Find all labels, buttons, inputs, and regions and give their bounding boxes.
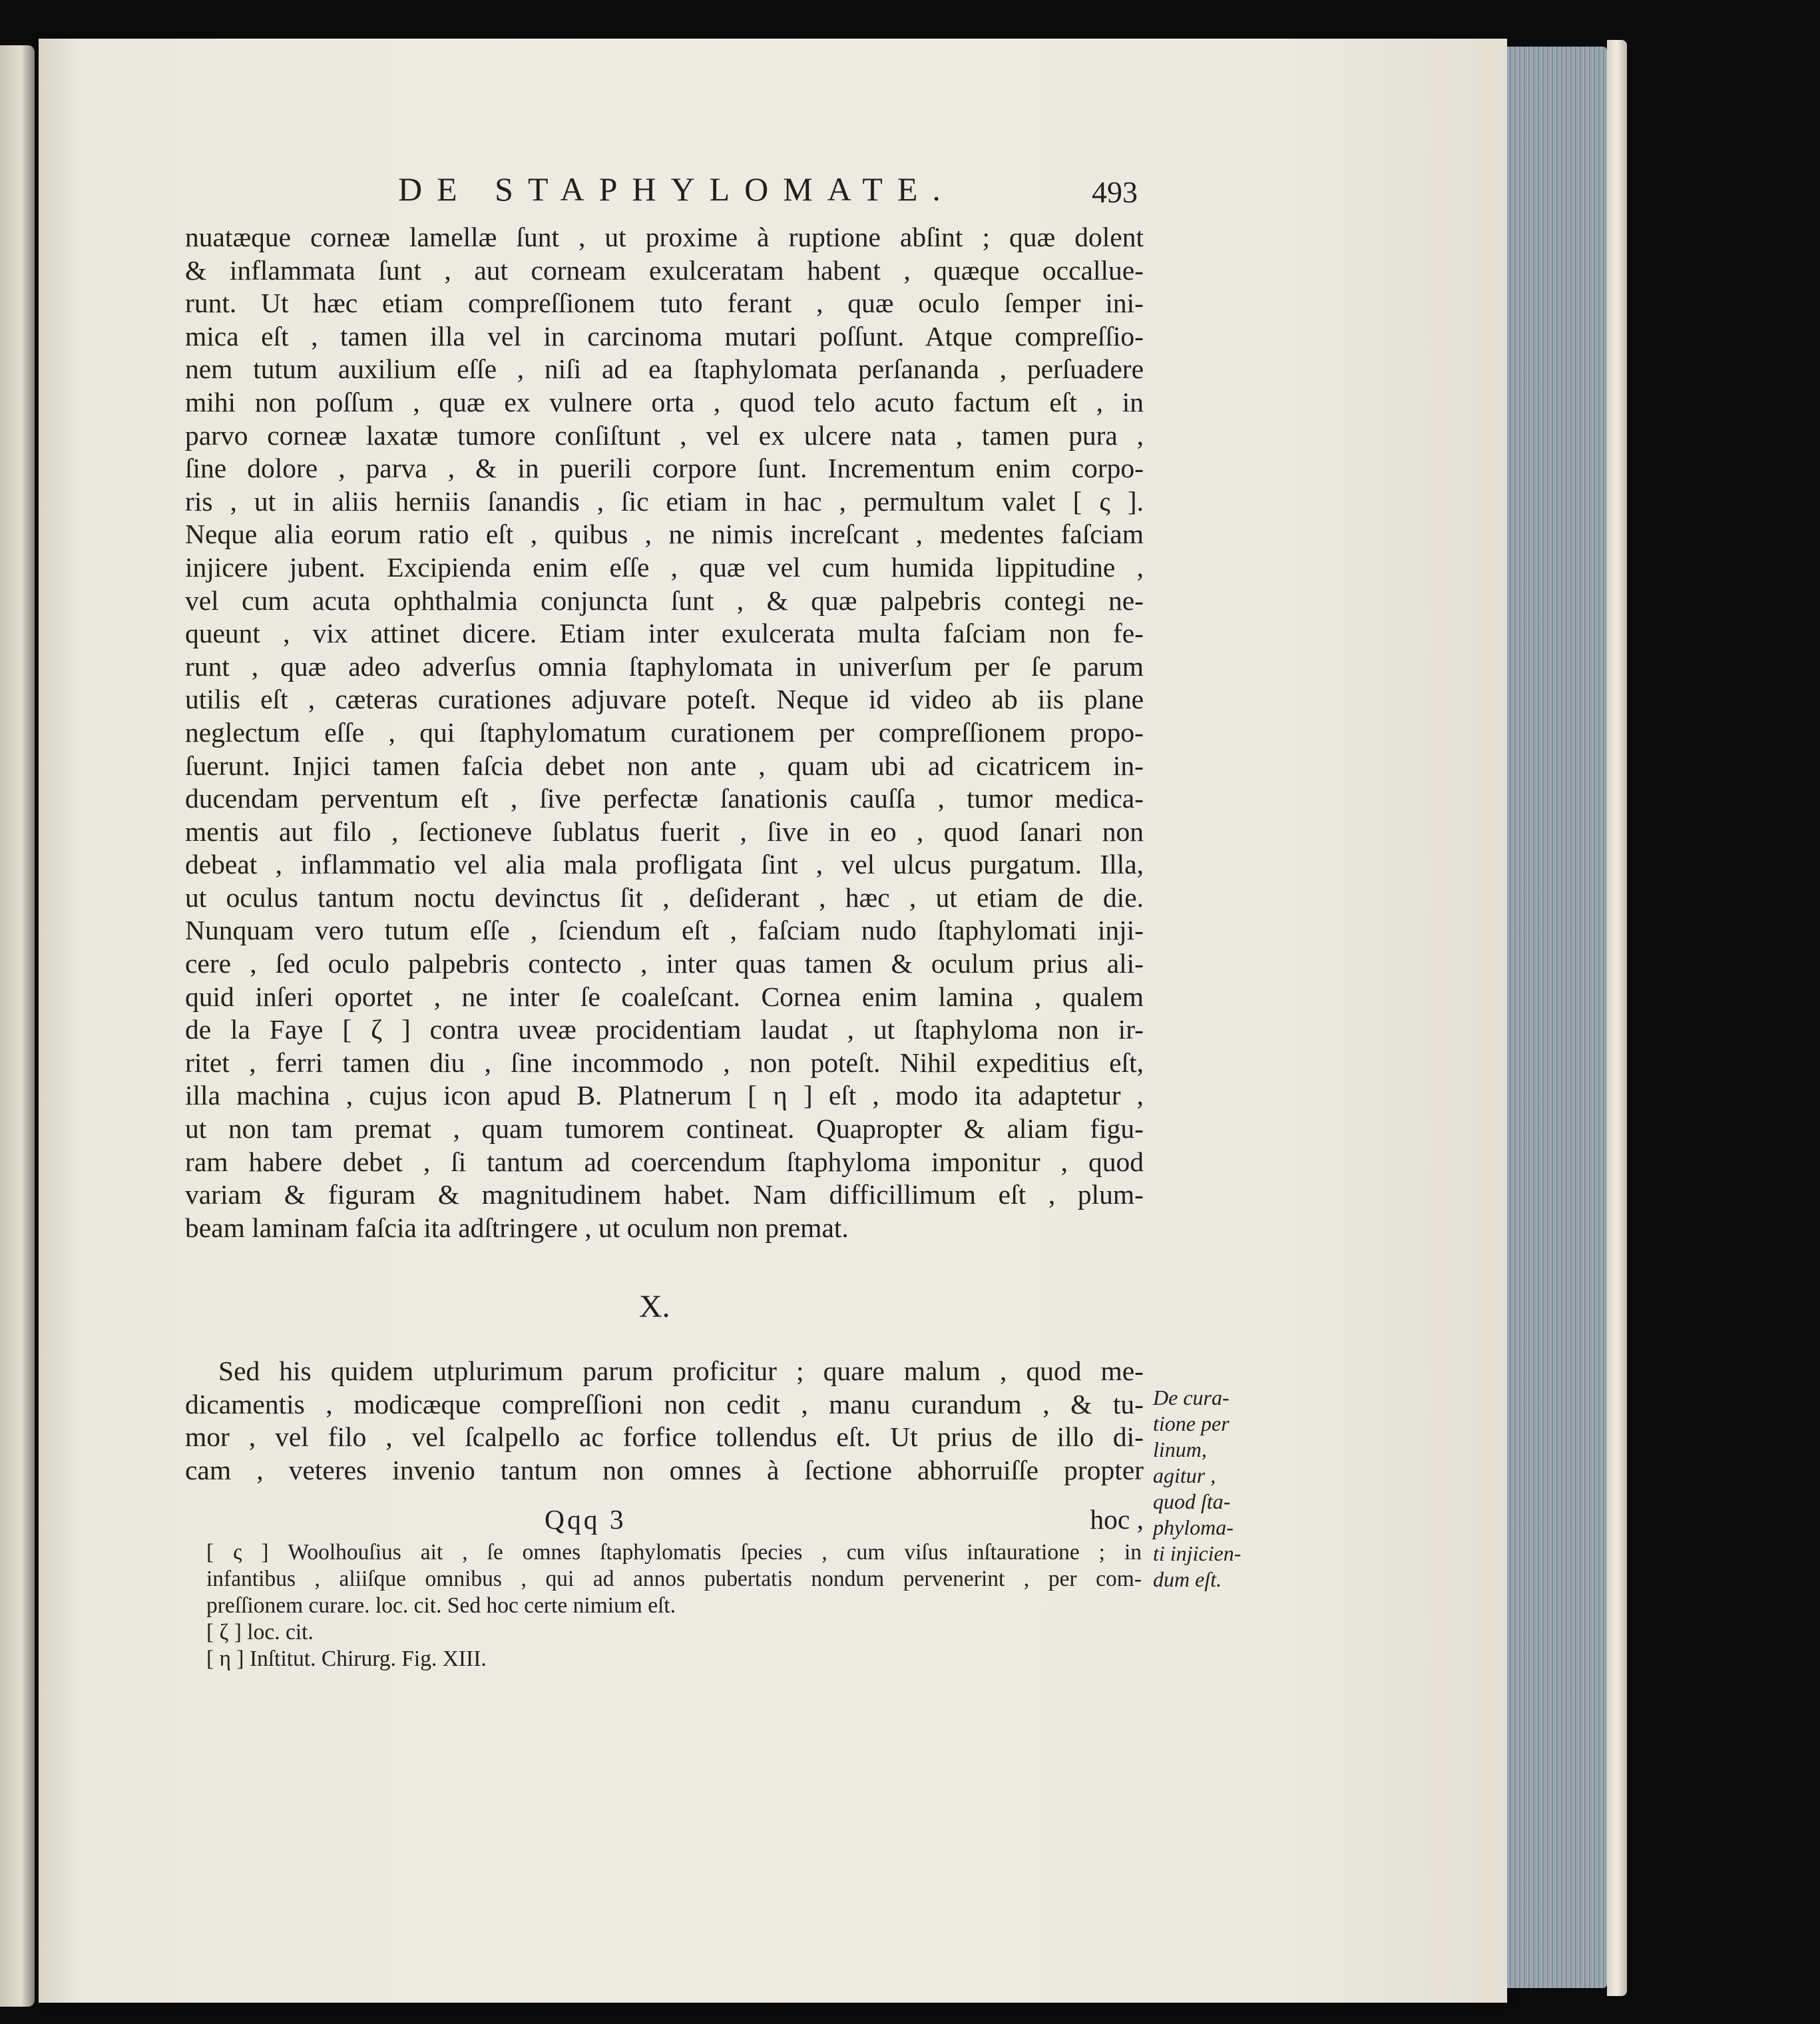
margin-note-line: phyloma- [1153, 1515, 1234, 1539]
text-line: ut oculus tantum noctu devinctus ſit , deſiderant , hæc , ut etiam de die. [185, 882, 1144, 913]
text-line: nuatæque corneæ lamellæ ſunt , ut proxime à ruptione abſint ; quæ dolent [185, 222, 1144, 252]
text-line: nem tutum auxilium eſſe , niſi ad ea ſtaphylomata perſananda , perſuadere [185, 354, 1144, 385]
text-line: ram habere debet , ſi tantum ad coercendum ſtaphyloma imponitur , quod [185, 1146, 1144, 1177]
text-line: runt , quæ adeo adverſus omnia ſtaphylomata in univerſum per ſe parum [185, 650, 1144, 682]
text-line: ſine dolore , parva , & in puerili corpore ſunt. Incrementum enim corpo- [185, 453, 1144, 484]
page-block-edge [1507, 47, 1607, 1988]
text-line: cam , veteres invenio tantum non omnes à ſectione abhorruiſſe propter [185, 1454, 1144, 1485]
margin-note-line: ti injicien- [1153, 1541, 1242, 1565]
text-line: cere , ſed oculo palpebris contecto , inter quas tamen & oculum prius ali- [185, 948, 1144, 979]
margin-note [1153, 1385, 1259, 1593]
text-line: illa machina , cujus icon apud B. Platnerum [ η ] eſt , modo ita adaptetur , [185, 1080, 1144, 1111]
margin-note-line: tione per [1153, 1411, 1230, 1435]
text-line: mihi non poſſum , quæ ex vulnere orta , quod telo acuto factum eſt , in [185, 386, 1144, 417]
text-line: dicamentis , modicæque compreſſioni non cedit , manu curandum , & tu- [185, 1388, 1144, 1419]
running-title: DE STAPHYLOMATE. [398, 170, 955, 208]
margin-note-line: linum, [1153, 1437, 1207, 1461]
text-line: injicere jubent. Excipienda enim eſſe , quæ vel cum humida lippitudine , [185, 551, 1144, 583]
margin-note-line: agitur , [1153, 1463, 1216, 1487]
text-line: runt. Ut hæc etiam compreſſionem tuto ferant , quæ oculo ſemper ini- [185, 288, 1144, 319]
text-line: Nunquam vero tutum eſſe , ſciendum eſt , faſciam nudo ſtaphylomati inji- [185, 915, 1144, 946]
text-line: vel cum acuta ophthalmia conjuncta ſunt , & quæ palpebris contegi ne- [185, 585, 1144, 616]
text-line: ritet , ferri tamen diu , ſine incommodo , non poteſt. Nihil expeditius eſt, [185, 1047, 1144, 1078]
section-number: X. [639, 1289, 670, 1324]
text-line: de la Faye [ ζ ] contra uveæ procidentiam laudat , ut ſtaphyloma non ir- [185, 1014, 1144, 1045]
text-line: mentis aut filo , ſectioneve ſublatus fuerit , ſive in eo , quod ſanari non [185, 816, 1144, 847]
text-line: quid inſeri oportet , ne inter ſe coaleſcant. Cornea enim lamina , qualem [185, 981, 1144, 1012]
text-line: queunt , vix attinet dicere. Etiam inter exulcerata multa faſciam non fe- [185, 618, 1144, 649]
facing-page-edge [0, 45, 35, 2007]
footnotes [206, 1539, 1142, 1672]
signature-line [185, 1503, 1144, 1537]
book-cover-edge [1607, 40, 1627, 1996]
text-line: variam & figuram & magnitudinem habet. Nam difficillimum eſt , plum- [185, 1179, 1144, 1210]
text-line: Sed his quidem utplurimum parum proficitur ; quare malum , quod me- [218, 1356, 1144, 1386]
text-line: ſuerunt. Injici tamen faſcia debet non ante , quam ubi ad cicatricem in- [185, 750, 1144, 781]
page-number: 493 [1092, 175, 1138, 209]
printer-signature: Qqq 3 [545, 1504, 626, 1535]
footnote-line: [ η ] Inſtitut. Chirurg. Fig. XIII. [206, 1646, 487, 1671]
margin-note-line: quod ſta- [1153, 1489, 1231, 1513]
text-line: neglectum eſſe , qui ſtaphylomatum curationem per compreſſionem propo- [185, 716, 1144, 748]
text-line: debeat , inflammatio vel alia mala profligata ſint , vel ulcus purgatum. Illa, [185, 849, 1144, 880]
footnote-line: [ ζ ] loc. cit. [206, 1620, 314, 1644]
text-line: & inflammata ſunt , aut corneam exulceratam habent , quæque occallue- [185, 254, 1144, 286]
text-line: Neque alia eorum ratio eſt , quibus , ne nimis increſcant , medentes faſciam [185, 519, 1144, 550]
paragraph-2 [185, 1355, 1144, 1487]
text-line: ut non tam premat , quam tumorem contineat. Quapropter & aliam figu- [185, 1113, 1144, 1144]
text-line: ris , ut in aliis herniis ſanandis , ſic etiam in hac , permultum valet [ ς ]. [185, 485, 1144, 517]
footnote-line: [ ς ] Woolhouſius ait , ſe omnes ſtaphylomatis ſpecies , cum viſus inſtauratione ; in [206, 1540, 1142, 1565]
catchword: hoc , [1090, 1504, 1144, 1535]
margin-note-line: dum eſt. [1153, 1567, 1222, 1591]
text-line: mica eſt , tamen illa vel in carcinoma mutari poſſunt. Atque compreſſio- [185, 320, 1144, 352]
footnote-line: infantibus , aliiſque omnibus , qui ad annos pubertatis nondum pervenerint , per com- [206, 1567, 1142, 1591]
paragraph-1 [185, 221, 1144, 1244]
text-line: utilis eſt , cæteras curationes adjuvare poteſt. Neque id video ab iis plane [185, 684, 1144, 715]
text-line: parvo corneæ laxatæ tumore conſiſtunt , vel ex ulcere nata , tamen pura , [185, 419, 1144, 451]
footnote-line: preſſionem curare. loc. cit. Sed hoc certe nimium eſt. [206, 1593, 676, 1618]
text-line: ducendam perventum eſt , ſive perfectæ ſanationis cauſſa , tumor medica- [185, 783, 1144, 814]
text-line: mor , vel filo , vel ſcalpello ac forfice tollendus eſt. Ut prius de illo di- [185, 1421, 1144, 1453]
margin-note-line: De cura- [1153, 1386, 1230, 1409]
text-line: beam laminam faſcia ita adſtringere , ut oculum non premat. [185, 1212, 849, 1243]
